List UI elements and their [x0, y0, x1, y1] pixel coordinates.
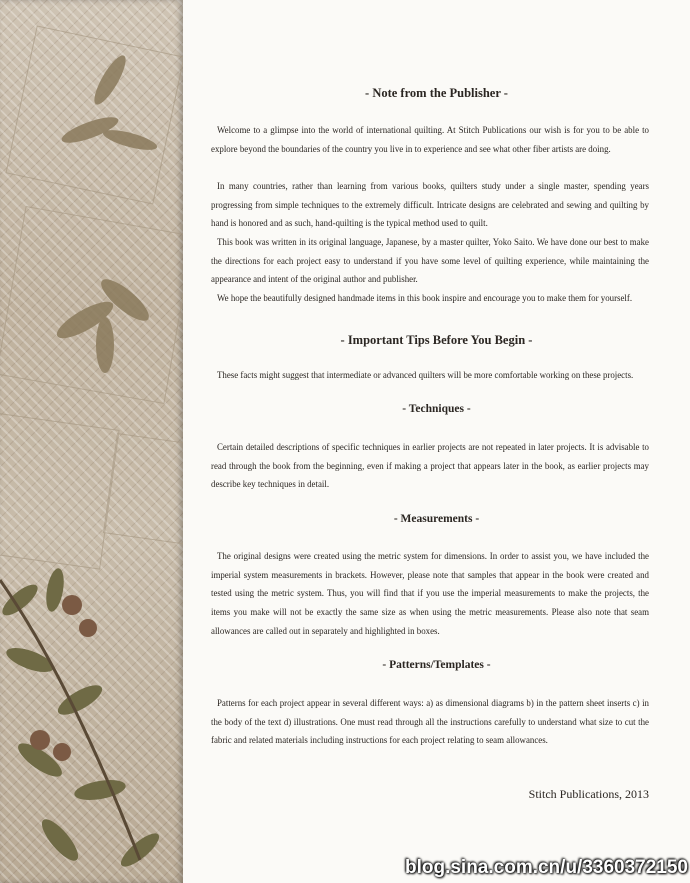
techniques-paragraph: Certain detailed descriptions of specific techniques in earlier projects are not repeated in later projects. It is advisable to read through the book from the beginning, even if making a project that appears later in the book, as earlier projects may describe key techniques in detail.: [211, 442, 649, 490]
note-paragraph-1: Welcome to a glimpse into the world of international quilting. At Stitch Publications our wish is for you to be able to explore beyond the boundaries of the country you live in to experience and see what other fiber artists are doing.: [211, 125, 649, 154]
patterns-paragraph: Patterns for each project appear in several different ways: a) as dimensional diagrams b) in the pattern sheet inserts c) in the body of the text d) illustrations. One must read through all the instructions carefully to understand what size to cut the fabric and related materials including instructions for each project relating to seam allowances.: [211, 698, 649, 746]
measurements-heading: - Measurements -: [393, 513, 480, 525]
note-paragraph-4: We hope the beautifully designed handmade items in this book inspire and encourage you to make them for yourself.: [217, 293, 633, 303]
tips-heading: - Important Tips Before You Begin -: [340, 333, 533, 347]
publisher-signoff: Stitch Publications, 2013: [528, 787, 649, 801]
techniques-heading: - Techniques -: [402, 403, 471, 415]
measurements-paragraph: The original designs were created using the metric system for dimensions. In order to assist you, we have included the imperial system measurements in brackets. However, please note that samples that appear in the book were created and tested using the metric system. Thus, you will find that if you use the imperial measurements to make the projects, the items you make will not be exactly the same size as when using the metric measurements. Please also note that seam allowances are called out in separately and highlighted in boxes.: [211, 551, 649, 636]
tips-paragraph: These facts might suggest that intermediate or advanced quilters will be more comfortable working on these projects.: [217, 370, 634, 380]
note-paragraph-2: In many countries, rather than learning from various books, quilters study under a single master, spending years progressing from simple techniques to the extremely difficult. Intricate designs are celebrated and sewing and quilting by hand is honored and as such, hand-quilting is the typical method used to quilt.: [211, 181, 649, 229]
note-heading: - Note from the Publisher -: [365, 86, 508, 100]
note-paragraph-3: This book was written in its original language, Japanese, by a master quilter, Yoko Saito. We have done our best to make the directions for each project easy to understand if you have some level of quilting experience, while maintaining the appearance and intent of the original author and publisher.: [211, 237, 649, 285]
watermark: blog.sina.com.cn/u/3360372150: [404, 857, 688, 878]
patterns-heading: - Patterns/Templates -: [382, 659, 491, 671]
